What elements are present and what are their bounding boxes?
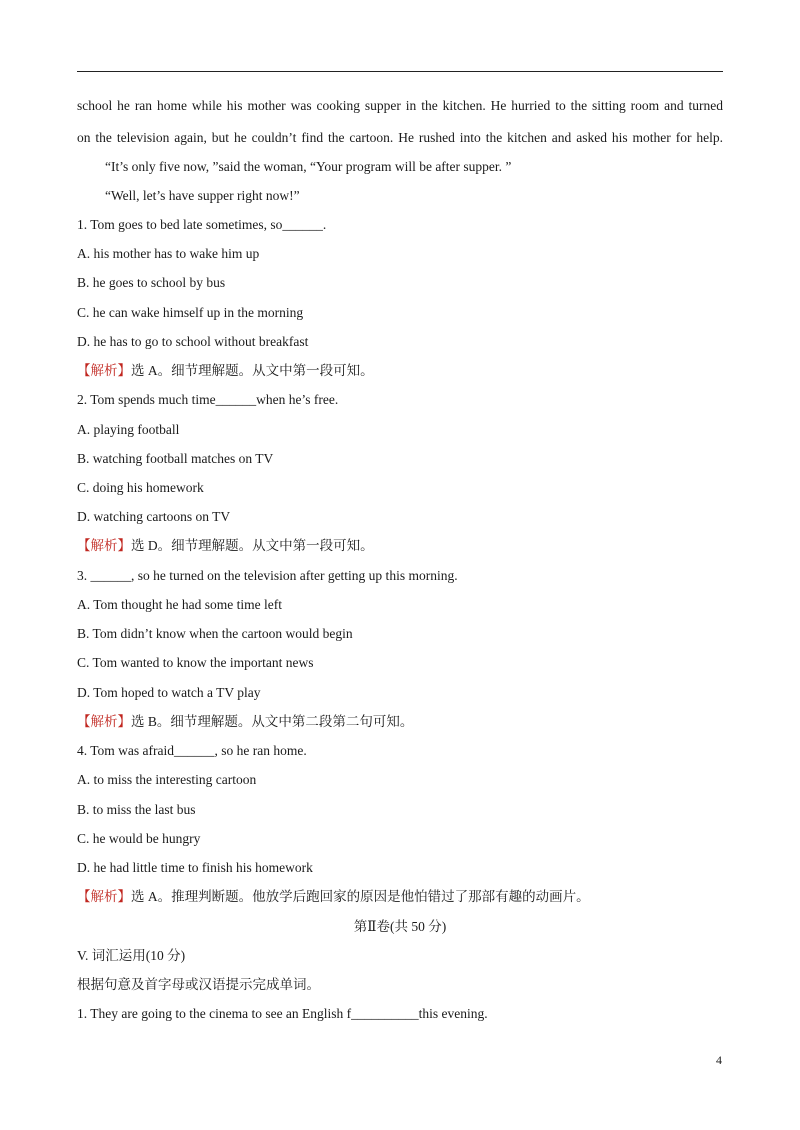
question-2-option-c: C. doing his homework	[77, 480, 204, 495]
question-2-option-a: A. playing football	[77, 422, 180, 437]
question-1-option-a: A. his mother has to wake him up	[77, 246, 260, 261]
question-4-option-a: A. to miss the interesting cartoon	[77, 772, 257, 787]
question-1-analysis	[77, 363, 374, 379]
analysis-text: 选 D。细节理解题。从文中第一段可知。	[131, 538, 374, 553]
question-2-option-b: B. watching football matches on TV	[77, 451, 274, 466]
question-2-option-d: D. watching cartoons on TV	[77, 509, 231, 524]
question-1-option-c: C. he can wake himself up in the morning	[77, 305, 304, 320]
analysis-text: 选 B。细节理解题。从文中第二段第二句可知。	[131, 714, 414, 729]
question-4-option-d: D. he had little time to finish his homework	[77, 860, 313, 875]
question-3-analysis	[77, 714, 413, 730]
passage-line-2: on the television again, but he couldn’t find the cartoon. He rushed into the kitchen and asked his mother for help.	[77, 130, 723, 145]
question-3-option-b: B. Tom didn’t know when the cartoon would begin	[77, 626, 353, 641]
section-title: 第Ⅱ卷(共 50 分)	[353, 919, 447, 934]
passage-line-4: “Well, let’s have supper right now!”	[105, 188, 300, 203]
analysis-tag: 【解析】	[77, 363, 131, 378]
question-3-option-d: D. Tom hoped to watch a TV play	[77, 685, 261, 700]
vocab-item-1: 1. They are going to the cinema to see an English f__________this evening.	[77, 1006, 488, 1021]
analysis-text: 选 A。推理判断题。他放学后跑回家的原因是他怕错过了那部有趣的动画片。	[131, 889, 590, 904]
question-3-stem: 3. ______, so he turned on the television after getting up this morning.	[77, 568, 458, 583]
question-3-option-a: A. Tom thought he had some time left	[77, 597, 283, 612]
question-4-stem: 4. Tom was afraid______, so he ran home.	[77, 743, 307, 758]
analysis-tag: 【解析】	[77, 714, 131, 729]
page-number: 4	[716, 1053, 722, 1067]
question-1-stem: 1. Tom goes to bed late sometimes, so______.	[77, 217, 327, 232]
analysis-tag: 【解析】	[77, 889, 131, 904]
question-2-stem: 2. Tom spends much time______when he’s free.	[77, 392, 339, 407]
question-4-option-b: B. to miss the last bus	[77, 802, 196, 817]
question-2-analysis	[77, 538, 374, 554]
part-heading: V. 词汇运用(10 分)	[77, 948, 186, 963]
part-instruction: 根据句意及首字母或汉语提示完成单词。	[77, 977, 320, 992]
passage-line-3: “It’s only five now, ”said the woman, “Your program will be after supper. ”	[105, 159, 512, 174]
header-rule	[77, 71, 723, 72]
question-4-analysis	[77, 889, 590, 905]
analysis-tag: 【解析】	[77, 538, 131, 553]
question-1-option-d: D. he has to go to school without breakfast	[77, 334, 309, 349]
question-1-option-b: B. he goes to school by bus	[77, 275, 226, 290]
passage-line-1: school he ran home while his mother was cooking supper in the kitchen. He hurried to the sitting room and turned	[77, 98, 723, 113]
question-3-option-c: C. Tom wanted to know the important news	[77, 655, 314, 670]
analysis-text: 选 A。细节理解题。从文中第一段可知。	[131, 363, 374, 378]
question-4-option-c: C. he would be hungry	[77, 831, 201, 846]
